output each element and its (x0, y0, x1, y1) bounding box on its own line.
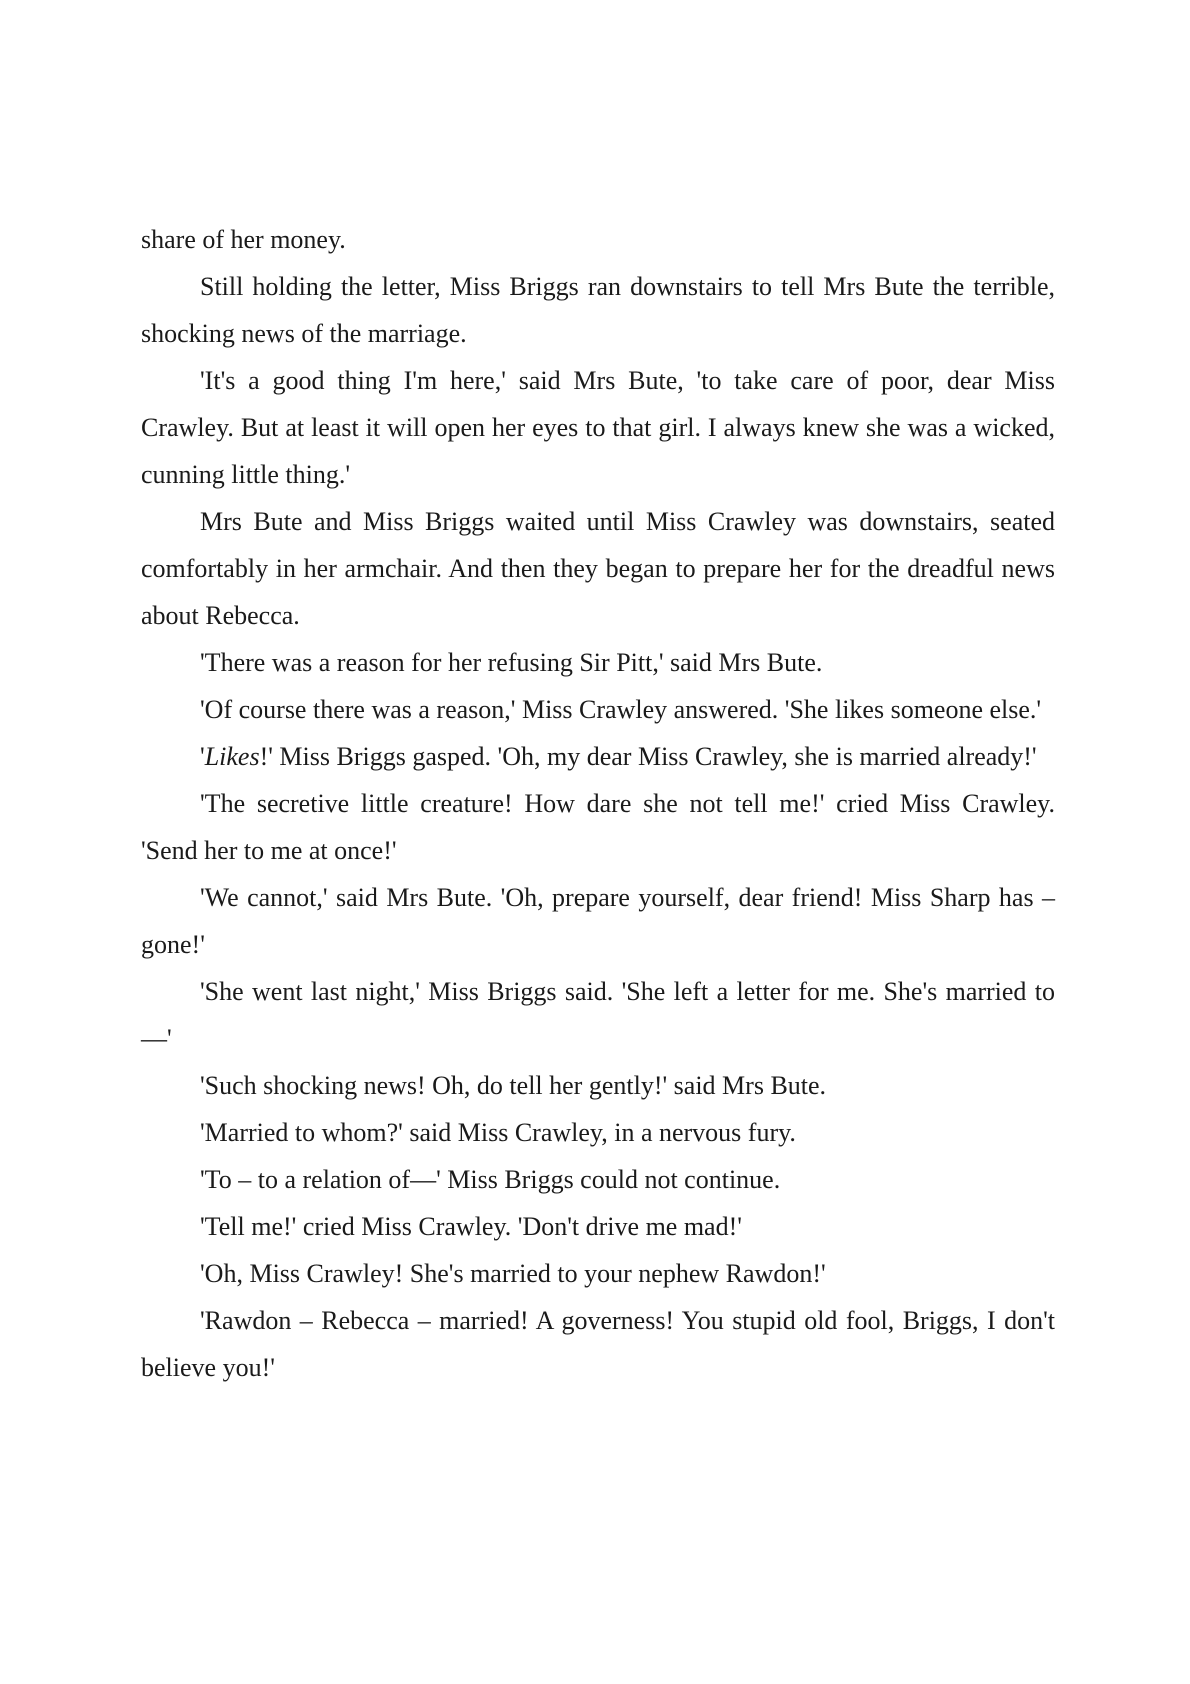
paragraph-10: 'She went last night,' Miss Briggs said. 'She left a letter for me. She's married to—' (141, 977, 1055, 1053)
paragraph-15: 'Oh, Miss Crawley! She's married to your nephew Rawdon!' (200, 1259, 826, 1288)
paragraph-7-before: ' (200, 742, 205, 771)
paragraph-7-italic: Likes (204, 742, 260, 771)
paragraph-7-after: !' Miss Briggs gasped. 'Oh, my dear Miss Crawley, she is married already!' (259, 742, 1037, 771)
document-page (141, 216, 1055, 1391)
paragraph-7 (141, 733, 1055, 780)
paragraph-1: share of her money. (141, 225, 346, 254)
paragraph-16: 'Rawdon – Rebecca – married! A governess! You stupid old fool, Briggs, I don't believe you!' (141, 1306, 1055, 1382)
paragraph-3: 'It's a good thing I'm here,' said Mrs Bute, 'to take care of poor, dear Miss Crawley. But at least it will open her eyes to that girl. I always knew she was a wicked, cunning little thing.' (141, 366, 1055, 489)
paragraph-5: 'There was a reason for her refusing Sir Pitt,' said Mrs Bute. (200, 648, 823, 677)
paragraph-11: 'Such shocking news! Oh, do tell her gently!' said Mrs Bute. (200, 1071, 827, 1100)
paragraph-4: Mrs Bute and Miss Briggs waited until Miss Crawley was downstairs, seated comfortably in her armchair. And then they began to prepare her for the dreadful news about Rebecca. (141, 507, 1055, 630)
paragraph-2: Still holding the letter, Miss Briggs ran downstairs to tell Mrs Bute the terrible, shocking news of the marriage. (141, 272, 1055, 348)
paragraph-8: 'The secretive little creature! How dare she not tell me!' cried Miss Crawley. 'Send her to me at once!' (141, 789, 1055, 865)
paragraph-14: 'Tell me!' cried Miss Crawley. 'Don't drive me mad!' (200, 1212, 742, 1241)
paragraph-6: 'Of course there was a reason,' Miss Crawley answered. 'She likes someone else.' (200, 695, 1042, 724)
paragraph-13: 'To – to a relation of—' Miss Briggs could not continue. (200, 1165, 781, 1194)
paragraph-9: 'We cannot,' said Mrs Bute. 'Oh, prepare yourself, dear friend! Miss Sharp has – gone!' (141, 883, 1055, 959)
paragraph-12: 'Married to whom?' said Miss Crawley, in a nervous fury. (200, 1118, 796, 1147)
